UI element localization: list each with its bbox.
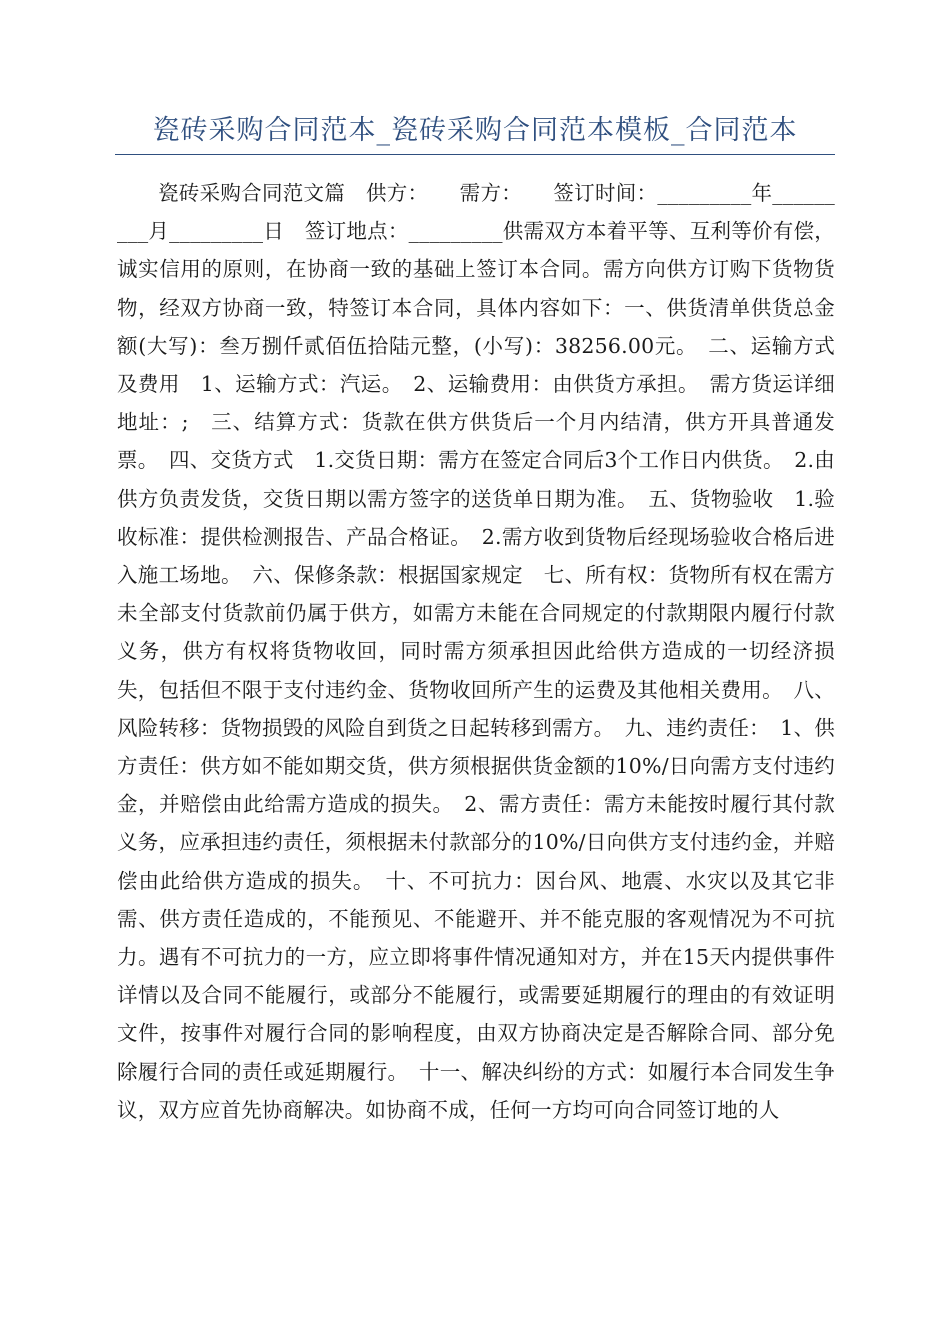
document-title: 瓷砖采购合同范本_瓷砖采购合同范本模板_合同范本 (152, 115, 798, 146)
contract-body-text: 瓷砖采购合同范文篇 供方： 需方： 签订时间：_________年_________月_________日 签订地点：_________供需双方本着平等、互利等价有偿，诚实信用的原则，在协商一致的基础上签订本合同。需方向供方订购下货物货物，经双方协商一致，特签订本合同，具体内容如下：一、供货清单供货总金额(大写)：叁万捌仟贰佰伍拾陆元整，(小写)：38256.00元。 二、运输方式及费用 1、运输方式：汽运。 2、运输费用：由供货方承担。 需方货运详细地址：; 三、结算方式：货款在供方供货后一个月内结清，供方开具普通发票。 四、交货方式 1.交货日期：需方在签定合同后3个工作日内供货。 2.由供方负责发货，交货日期以需方签字的送货单日期为准。 五、货物验收 1.验收标准：提供检测报告、产品合格证。 2.需方收到货物后经现场验收合格后进入施工场地。 六、保修条款：根据国家规定 七、所有权：货物所有权在需方未全部支付货款前仍属于供方，如需方未能在合同规定的付款期限内履行付款义务，供方有权将货物收回，同时需方须承担因此给供方造成的一切经济损失，包括但不限于支付违约金、货物收回所产生的运费及其他相关费用。 八、风险转移：货物损毁的风险自到货之日起转移到需方。 九、违约责任： 1、供方责任：供方如不能如期交货，供方须根据供货金额的10%/日向需方支付违约金，并赔偿由此给需方造成的损失。 2、需方责任：需方未能按时履行其付款义务，应承担违约责任，须根据未付款部分的10%/日向供方支付违约金，并赔偿由此给供方造成的损失。 十、不可抗力：因台风、地震、水灾以及其它非需、供方责任造成的，不能预见、不能避开、并不能克服的客观情况为不可抗力。遇有不可抗力的一方，应立即将事件情况通知对方，并在15天内提供事件详情以及合同不能履行，或部分不能履行，或需要延期履行的理由的有效证明文件，按事件对履行合同的影响程度，由双方协商决定是否解除合同、部分免除履行合同的责任或延期履行。 十一、解决纠纷的方式：如履行本合同发生争议，双方应首先协商解决。如协商不成，任何一方均可向合同签订地的人 (117, 181, 835, 1122)
title-block (115, 112, 835, 155)
